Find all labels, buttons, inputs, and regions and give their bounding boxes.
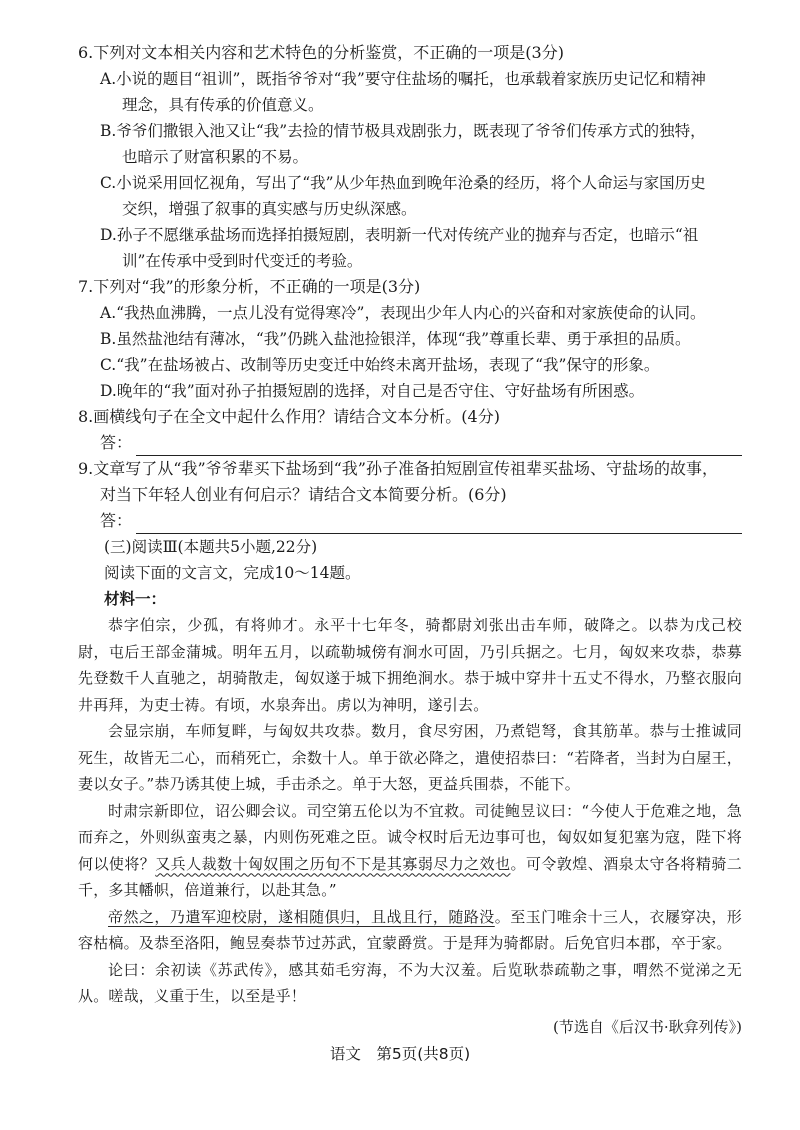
question-9-stem-line-1: 9.文章写了从“我”爷爷辈买下盐场到“我”孙子准备拍短剧宣传祖辈买盐场、守盐场的故事， <box>78 459 718 478</box>
paragraph-3-text-after: 。可令敦煌、酒泉太守各将精骑二千，多其幡帜，倍道兼行，以赴其急。” <box>78 854 742 899</box>
question-6-options <box>78 66 742 274</box>
wavy-underlined-sentence: 又兵人裁数十匈奴围之历旬不下是其寡弱尽力之效也 <box>155 854 511 873</box>
option-text: 晚年的“我”面对孙子拍摄短剧的选择，对自己是否守住、守好盐场有所困惑。 <box>116 382 645 400</box>
passage-paragraph-4 <box>78 904 742 957</box>
question-8-answer <box>78 430 742 456</box>
question-6-option-d[interactable] <box>78 222 742 274</box>
option-text: 小说的题目“祖训”，既指爷爷对“我”要守住盐场的嘱托，也承载着家族历史记忆和精神 <box>116 70 706 88</box>
paragraph-3-text-before: 时肃宗新即位，诏公卿会议。司空第五伦以为不宜救。司徒鲍昱议曰：“今使人于危难之地，急而弃之，外则纵蛮夷之暴，内则伤死难之臣。诚令权时后无边事可也，匈奴如复犯塞为寇，陛下将何以使将？ <box>78 801 742 873</box>
option-text: 爷爷们撒银入池又让“我”去捡的情节极具戏剧张力，既表现了爷爷们传承方式的独特， <box>116 122 706 140</box>
question-7-option-a[interactable] <box>78 300 742 326</box>
answer-line[interactable] <box>136 515 742 534</box>
option-label: D. <box>100 382 117 400</box>
section-title: (三)阅读Ⅲ(本题共5小题,22分) <box>104 538 318 556</box>
page-footer: 语文 第5页(共8页) <box>329 1045 471 1063</box>
question-9-stem-line-2: 对当下年轻人创业有何启示？请结合文本简要分析。(6分) <box>100 485 507 504</box>
question-9-answer <box>78 508 742 534</box>
option-text-continued: 也暗示了财富积累的不易。 <box>122 148 309 166</box>
option-label: A. <box>100 70 117 88</box>
question-6-option-b[interactable] <box>78 118 742 170</box>
passage-source: (节选自《后汉书·耿弇列传》) <box>553 1017 742 1036</box>
question-7-options <box>78 300 742 404</box>
question-7-option-b[interactable] <box>78 326 742 352</box>
classical-passage <box>78 612 742 1040</box>
option-label: B. <box>100 330 117 348</box>
option-text: “我”在盐场被占、改制等历史变迁中始终未离开盐场，表现了“我”保守的形象。 <box>116 356 660 374</box>
material-label: 材料一： <box>104 589 167 608</box>
option-label: B. <box>100 122 117 140</box>
paragraph-4-text-after: 。至玉门唯余十三人，衣屦穿决，形容枯槁。及恭至洛阳，鲍昱奏恭节过苏武，宜蒙爵赏。于是拜为骑都尉。后免官归本郡，卒于家。 <box>78 907 742 952</box>
option-text: “我热血沸腾，一点儿没有觉得寒冷”，表现出少年人内心的兴奋和对家族使命的认同。 <box>116 304 706 322</box>
question-8-stem: 8.画横线句子在全文中起什么作用？请结合文本分析。(4分) <box>78 407 500 426</box>
question-6-option-c[interactable] <box>78 170 742 222</box>
option-label: C. <box>100 174 117 192</box>
answer-label: 答： <box>100 433 133 452</box>
option-label: A. <box>100 304 117 322</box>
passage-paragraph-3 <box>78 798 742 904</box>
option-label: D. <box>100 226 117 244</box>
option-text: 孙子不愿继承盐场而选择拍摄短剧，表明新一代对传统产业的抛弃与否定，也暗示“祖 <box>116 226 699 244</box>
question-6-stem: 6.下列对文本相关内容和艺术特色的分析鉴赏，不正确的一项是(3分) <box>78 43 564 62</box>
option-text: 小说采用回忆视角，写出了“我”从少年热血到晚年沧桑的经历，将个人命运与家国历史 <box>116 174 706 192</box>
question-7-option-d[interactable] <box>78 378 742 404</box>
question-6-option-a[interactable] <box>78 66 742 118</box>
answer-label: 答： <box>100 511 133 530</box>
question-7-stem: 7.下列对“我”的形象分析，不正确的一项是(3分) <box>78 277 421 296</box>
option-text-continued: 理念，具有传承的价值意义。 <box>122 96 324 114</box>
underlined-sentence: 帝然之，乃遣军迎校尉，遂相随俱归，且战且行，随路没 <box>108 907 495 926</box>
section-instruction: 阅读下面的文言文，完成10～14题。 <box>104 564 361 582</box>
passage-paragraph-5: 论曰：余初读《苏武传》，感其茹毛穷海，不为大汉羞。后览耿恭疏勒之事，喟然不觉涕之无从。嗟哉，义重于生，以至是乎！ <box>78 960 742 1005</box>
passage-paragraph-2: 会显宗崩，车师复畔，与匈奴共攻恭。数月，食尽穷困，乃煮铠弩，食其筋革。恭与士推诚同死生，故皆无二心，而稍死亡，余数十人。单于欲必降之，遣使招恭曰：“若降者，当封为白屋王，妻以女子。”恭乃诱其使上城，手击杀之。单于大怒，更益兵围恭，不能下。 <box>78 722 742 793</box>
option-text-continued: 训”在传承中受到时代变迁的考验。 <box>122 252 363 270</box>
question-7-option-c[interactable] <box>78 352 742 378</box>
option-text: 虽然盐池结有薄冰，“我”仍跳入盐池捡银洋，体现“我”尊重长辈、勇于承担的品质。 <box>116 330 691 348</box>
option-label: C. <box>100 356 117 374</box>
option-text-continued: 交织，增强了叙事的真实感与历史纵深感。 <box>122 200 417 218</box>
answer-line[interactable] <box>136 437 742 456</box>
passage-paragraph-1: 恭字伯宗，少孤，有将帅才。永平十七年冬，骑都尉刘张出击车师，破降之。以恭为戊己校尉，屯后王部金蒲城。明年五月，以疏勒城傍有涧水可固，乃引兵据之。七月，匈奴来攻恭，恭募先登数千人直驰之，胡骑散走，匈奴遂于城下拥绝涧水。恭于城中穿井十五丈不得水，乃整衣服向井再拜，为吏士祷。有顷，水泉奔出。虏以为神明，遂引去。 <box>78 616 742 714</box>
